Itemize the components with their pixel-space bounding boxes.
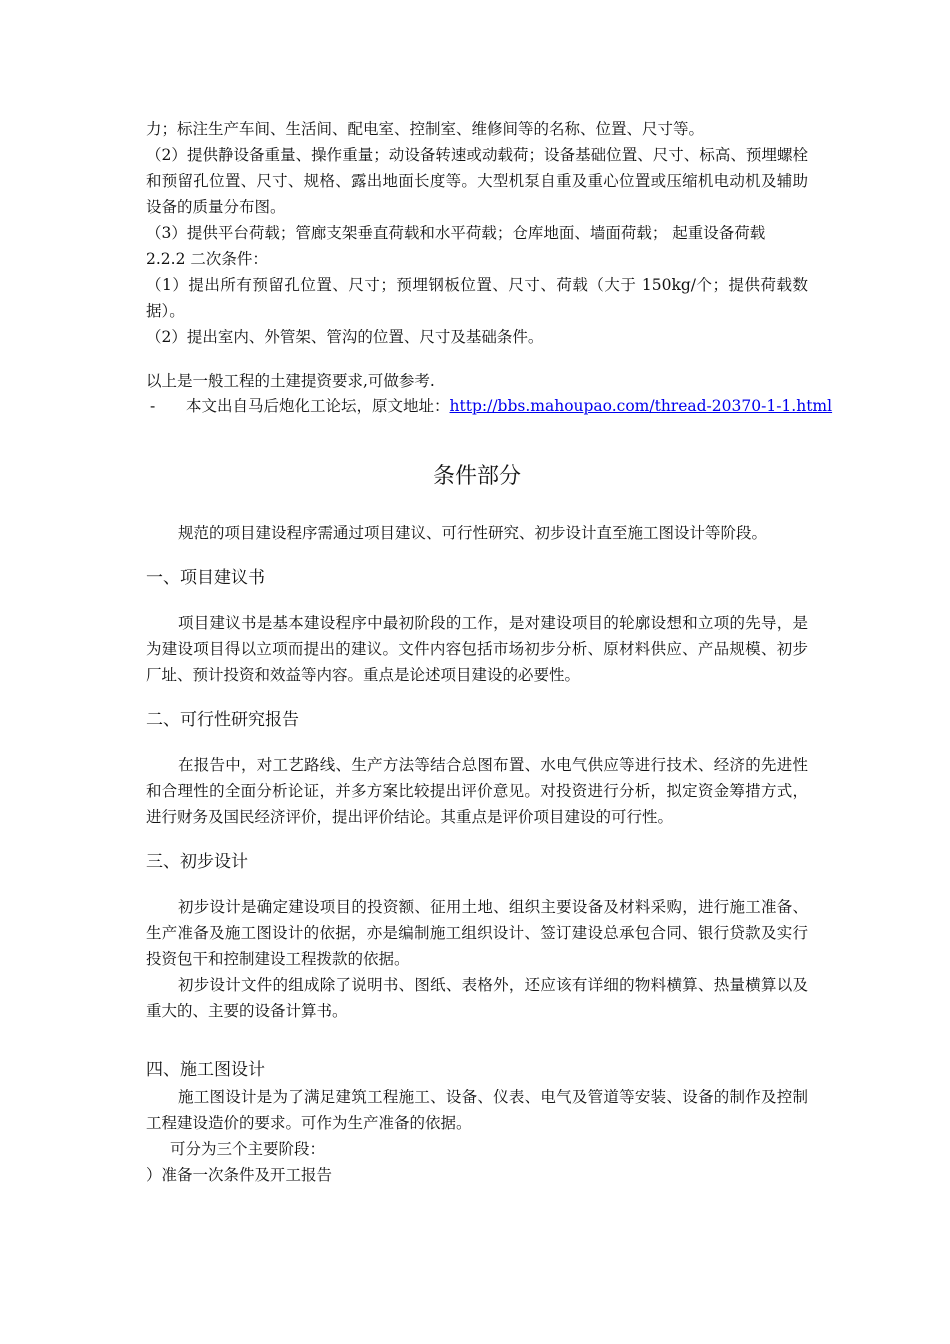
paragraph-preliminary-design-1: 初步设计是确定建设项目的投资额、征用土地、组织主要设备及材料采购，进行施工准备、生产准备及施工图设计的依据，亦是编制施工组织设计、签订建设总承包合同、银行贷款及实行投资包干和控制建设工程拨款的依据。 (146, 898, 808, 968)
heading-preliminary-design: 三、初步设计 (146, 852, 248, 872)
paragraph-item-3: （3）提供平台荷载；管廊支架垂直荷载和水平荷载；仓库地面、墙面荷载； 起重设备荷载 (146, 224, 766, 242)
document-page (146, 116, 833, 1188)
reference-note: 以上是一般工程的土建提资要求,可做参考. (146, 372, 435, 390)
paragraph-secondary-2: （2）提出室内、外管架、管沟的位置、尺寸及基础条件。 (146, 328, 544, 346)
paragraph-feasibility-study: 在报告中，对工艺路线、生产方法等结合总图布置、水电气供应等进行技术、经济的先进性和合理性的全面分析论证，并多方案比较提出评价意见。对投资进行分析，拟定资金筹措方式，进行财务及国民经济评价，提出评价结论。其重点是评价项目建设的可行性。 (146, 756, 808, 826)
source-text: 本文出自马后炮化工论坛，原文地址： (186, 397, 450, 415)
paragraph-secondary-1: （1）提出所有预留孔位置、尺寸；预埋钢板位置、尺寸、荷载（大于 150kg/个；提供荷载数据）。 (146, 276, 808, 320)
heading-construction-drawing-design: 四、施工图设计 (146, 1060, 265, 1080)
section-title: 条件部分 (432, 464, 521, 489)
paragraph-item-2: （2）提供静设备重量、操作重量；动设备转速或动载荷；设备基础位置、尺寸、标高、预埋螺栓和预留孔位置、尺寸、规格、露出地面长度等。大型机泵自重及重心位置或压缩机电动机及辅助设备的质量分布图。 (146, 146, 808, 216)
heading-feasibility-study: 二、可行性研究报告 (146, 710, 299, 730)
paragraph-continuation: 力；标注生产车间、生活间、配电室、控制室、维修间等的名称、位置、尺寸等。 (146, 120, 705, 138)
source-dash: - (150, 397, 156, 415)
source-link[interactable]: http://bbs.mahoupao.com/thread-20370-1-1.html (449, 397, 833, 415)
paragraph-construction-drawing-design: 施工图设计是为了满足建筑工程施工、设备、仪表、电气及管道等安装、设备的制作及控制工程建设造价的要求。可作为生产准备的依据。 (146, 1088, 808, 1132)
subsection-heading-2-2-2: 2.2.2 二次条件： (146, 250, 268, 268)
source-line (146, 394, 833, 418)
heading-project-proposal: 一、项目建议书 (146, 568, 265, 588)
section-intro: 规范的项目建设程序需通过项目建议、可行性研究、初步设计直至施工图设计等阶段。 (178, 524, 768, 542)
stages-intro: 可分为三个主要阶段： (170, 1140, 326, 1158)
paragraph-preliminary-design-2: 初步设计文件的组成除了说明书、图纸、表格外，还应该有详细的物料横算、热量横算以及重大的、主要的设备计算书。 (146, 976, 808, 1020)
paragraph-project-proposal: 项目建议书是基本建设程序中最初阶段的工作，是对建设项目的轮廓设想和立项的先导，是为建设项目得以立项而提出的建议。文件内容包括市场初步分析、原材料供应、产品规模、初步厂址、预计投资和效益等内容。重点是论述项目建设的必要性。 (146, 614, 808, 684)
stage-item-1: ）准备一次条件及开工报告 (146, 1166, 333, 1184)
